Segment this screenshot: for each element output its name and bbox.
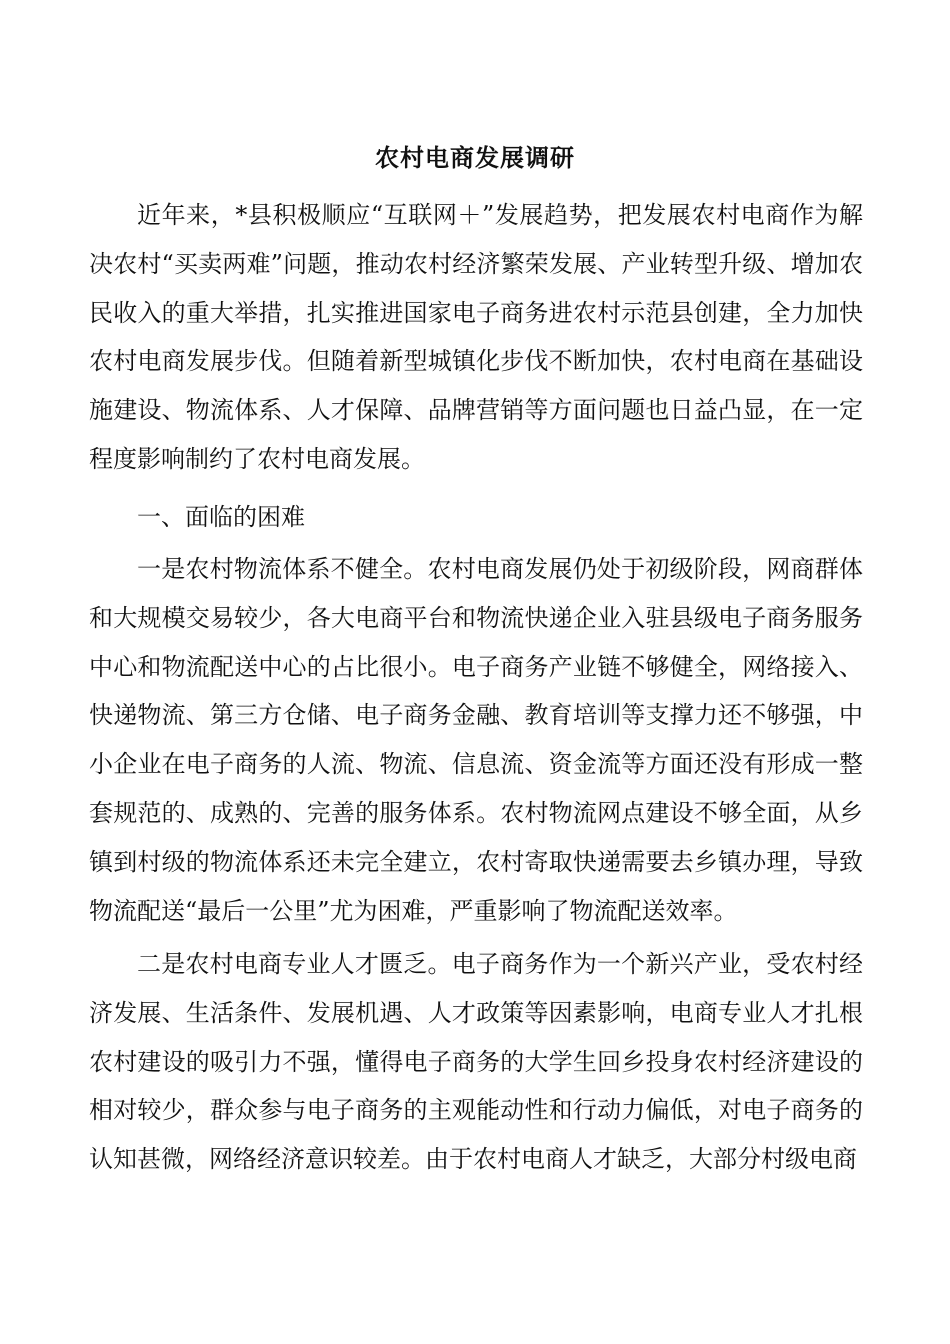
section-heading: 一、面临的困难 — [137, 503, 305, 531]
document-title: 农村电商发展调研 — [375, 143, 575, 172]
talent-paragraph: 二是农村电商专业人才匮乏。电子商务作为一个新兴产业，受农村经济发展、生活条件、发展机遇、人才政策等因素影响，电商专业人才扎根农村建设的吸引力不强，懂得电子商务的大学生回乡投身农村经济建设的相对较少，群众参与电子商务的主观能动性和行动力偏低，对电子商务的认知甚微，网络经济意识较差。由于农村电商人才缺乏，大部分村级电商 — [89, 950, 863, 1174]
logistics-paragraph: 一是农村物流体系不健全。农村电商发展仍处于初级阶段，网商群体和大规模交易较少，各大电商平台和物流快递企业入驻县级电子商务服务中心和物流配送中心的占比很小。电子商务产业链不够健全，网络接入、快递物流、第三方仓储、电子商务金融、教育培训等支撑力还不够强，中小企业在电子商务的人流、物流、信息流、资金流等方面还没有形成一整套规范的、成熟的、完善的服务体系。农村物流网点建设不够全面，从乡镇到村级的物流体系还未完全建立，农村寄取快递需要去乡镇办理，导致物流配送“最后一公里”尤为困难，严重影响了物流配送效率。 — [89, 555, 863, 925]
intro-paragraph: 近年来，*县积极顺应“互联网＋”发展趋势，把发展农村电商作为解决农村“买卖两难”问题，推动农村经济繁荣发展、产业转型升级、增加农民收入的重大举措，扎实推进国家电子商务进农村示范县创建，全力加快农村电商发展步伐。但随着新型城镇化步伐不断加快，农村电商在基础设施建设、物流体系、人才保障、品牌营销等方面问题也日益凸显，在一定程度影响制约了农村电商发展。 — [89, 201, 863, 473]
